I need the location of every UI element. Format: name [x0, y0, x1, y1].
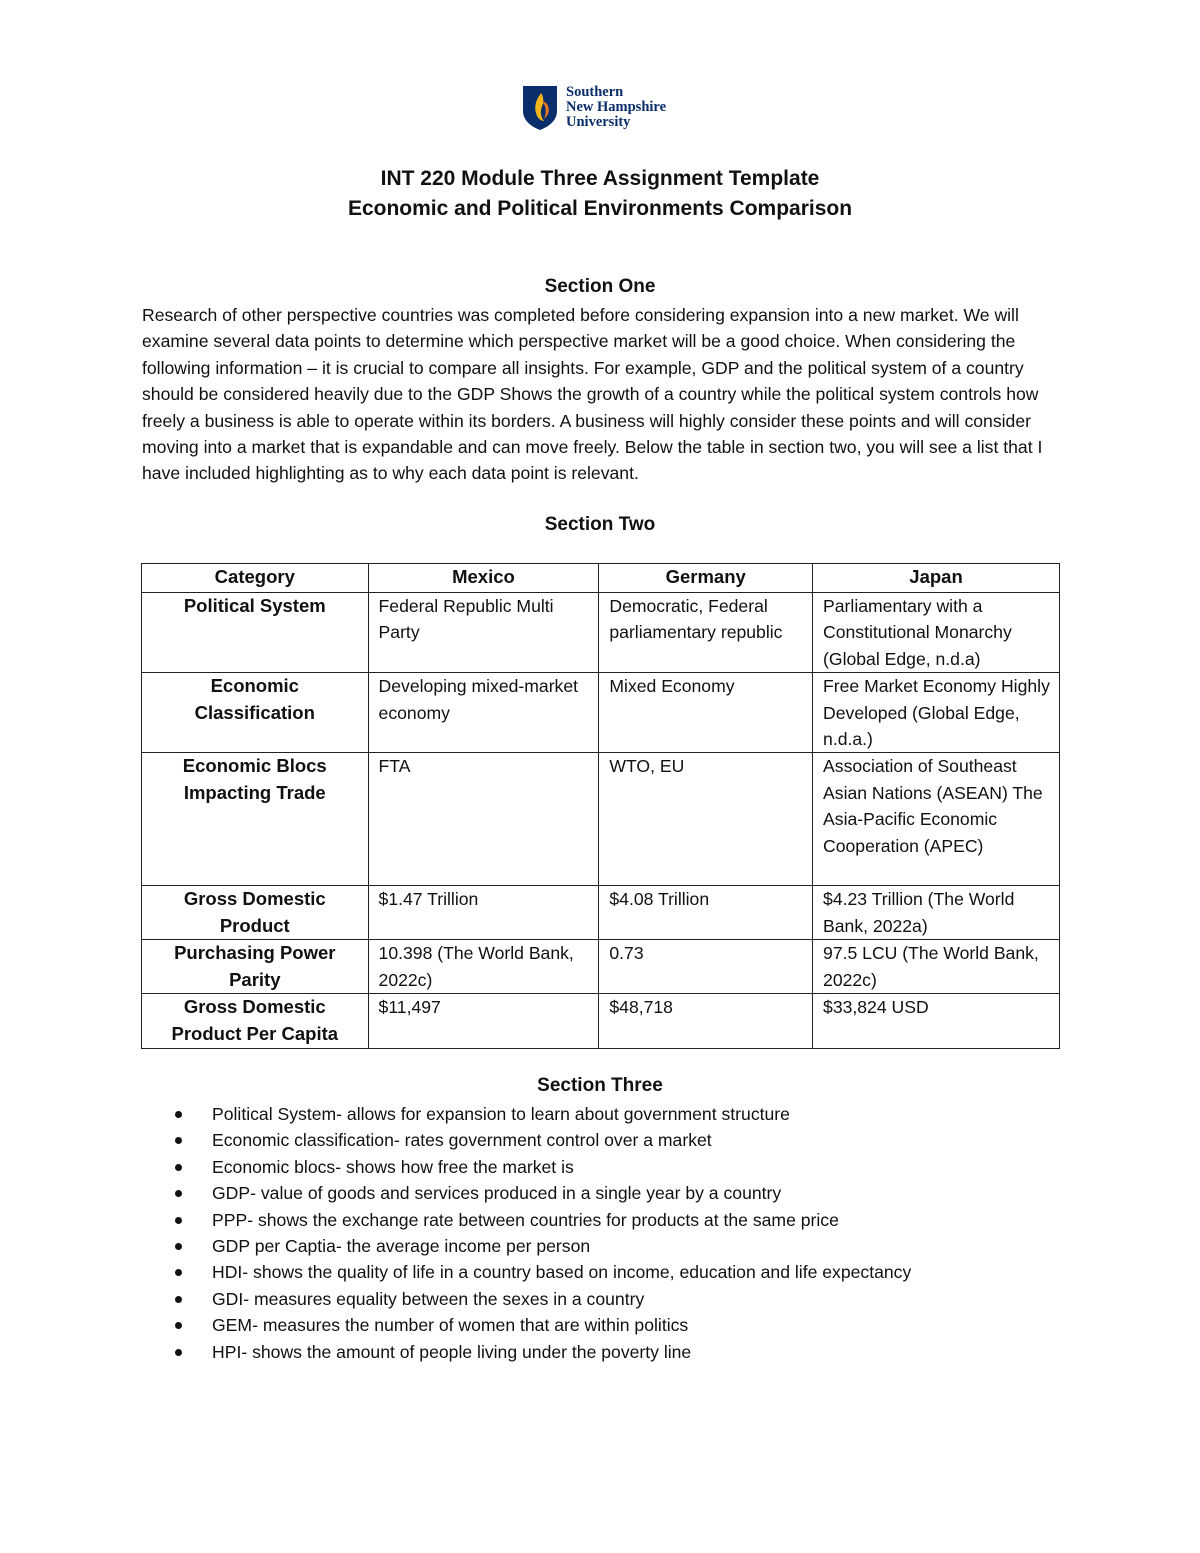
cell-germany: 0.73: [599, 940, 813, 994]
list-item-text: Economic classification- rates government control over a market: [212, 1130, 712, 1151]
bullet-icon: [175, 1137, 182, 1144]
list-item: [172, 1127, 1072, 1153]
cell-germany: Democratic, Federal parliamentary republic: [599, 593, 813, 673]
bullet-icon: [175, 1164, 182, 1171]
list-item-text: PPP- shows the exchange rate between countries for products at the same price: [212, 1209, 839, 1230]
column-header: Category: [142, 564, 369, 593]
cell-germany: $4.08 Trillion: [599, 886, 813, 940]
list-item: [172, 1207, 1072, 1233]
cell-japan: 97.5 LCU (The World Bank, 2022c): [813, 940, 1060, 994]
row-category: Economic Blocs Impacting Trade: [142, 753, 369, 886]
section-two-heading: Section Two: [544, 514, 656, 535]
list-item-text: GEM- measures the number of women that are within politics: [212, 1315, 689, 1336]
document-title: INT 220 Module Three Assignment Template: [380, 167, 820, 190]
table-header-row: [142, 564, 1060, 593]
list-item-text: GDP per Captia- the average income per person: [212, 1236, 591, 1257]
cell-mexico: Developing mixed-market economy: [368, 673, 599, 753]
row-category: Gross Domestic Product Per Capita: [142, 994, 369, 1049]
bullet-icon: [175, 1217, 182, 1224]
cell-germany: WTO, EU: [599, 753, 813, 886]
cell-japan: Association of Southeast Asian Nations (ASEAN) The Asia-Pacific Economic Cooperation (APEC): [813, 753, 1060, 886]
list-item: [172, 1259, 1072, 1285]
column-header: Mexico: [368, 564, 599, 593]
bullet-icon: [175, 1322, 182, 1329]
cell-japan: Free Market Economy Highly Developed (Global Edge, n.d.a.): [813, 673, 1060, 753]
university-logo: [522, 85, 666, 131]
list-item-text: HPI- shows the amount of people living under the poverty line: [212, 1341, 692, 1362]
list-item: [172, 1180, 1072, 1206]
list-item: [172, 1154, 1072, 1180]
relevance-list: [172, 1101, 1072, 1365]
list-item-text: HDI- shows the quality of life in a country based on income, education and life expectancy: [212, 1262, 912, 1283]
cell-mexico: 10.398 (The World Bank, 2022c): [368, 940, 599, 994]
cell-japan: $33,824 USD: [813, 994, 1060, 1049]
cell-germany: $48,718: [599, 994, 813, 1049]
table-row: [142, 994, 1060, 1049]
column-header: Japan: [813, 564, 1060, 593]
row-category: Political System: [142, 593, 369, 673]
cell-mexico: Federal Republic Multi Party: [368, 593, 599, 673]
logo-wordmark: [566, 85, 666, 130]
table-row: [142, 886, 1060, 940]
table-row: [142, 593, 1060, 673]
section-one-heading: Section One: [544, 276, 656, 297]
list-item: [172, 1312, 1072, 1338]
row-category: Purchasing Power Parity: [142, 940, 369, 994]
comparison-table: [141, 563, 1060, 1049]
list-item: [172, 1233, 1072, 1259]
bullet-icon: [175, 1269, 182, 1276]
list-item-text: GDI- measures equality between the sexes in a country: [212, 1288, 645, 1309]
bullet-icon: [175, 1296, 182, 1303]
list-item: [172, 1286, 1072, 1312]
cell-japan: $4.23 Trillion (The World Bank, 2022a): [813, 886, 1060, 940]
cell-mexico: FTA: [368, 753, 599, 886]
section-one-body: Research of other perspective countries was completed before considering expansion into a new market. We will examine several data points to determine which perspective market will be a good choice. When considering the following information – it is crucial to compare all insights. For example, GDP and the political system of a country should be considered heavily due to the GDP Shows the growth of a country while the political system controls how freely a business is able to operate within its borders. A business will highly consider these points and will consider moving into a market that is expandable and can move freely. Below the table in section two, you will see a list that I have included highlighting as to why each data point is relevant.: [142, 305, 1043, 484]
shield-flame-icon: [522, 85, 558, 131]
list-item: [172, 1339, 1072, 1365]
column-header: Germany: [599, 564, 813, 593]
list-item-text: GDP- value of goods and services produced in a single year by a country: [212, 1183, 782, 1204]
list-item: [172, 1101, 1072, 1127]
bullet-icon: [175, 1111, 182, 1118]
cell-mexico: $11,497: [368, 994, 599, 1049]
cell-japan: Parliamentary with a Constitutional Monarchy (Global Edge, n.d.a): [813, 593, 1060, 673]
table-row: [142, 673, 1060, 753]
bullet-icon: [175, 1349, 182, 1356]
table-row: [142, 753, 1060, 886]
table-row: [142, 940, 1060, 994]
row-category: Economic Classification: [142, 673, 369, 753]
row-category: Gross Domestic Product: [142, 886, 369, 940]
list-item-text: Economic blocs- shows how free the market is: [212, 1156, 574, 1177]
logo-line-3: University: [566, 114, 631, 130]
list-item-text: Political System- allows for expansion to learn about government structure: [212, 1104, 790, 1124]
section-three-heading: Section Three: [537, 1075, 663, 1096]
cell-mexico: $1.47 Trillion: [368, 886, 599, 940]
document-subtitle: Economic and Political Environments Comparison: [347, 197, 853, 220]
logo-line-1: Southern: [566, 84, 624, 100]
logo-line-2: New Hampshire: [566, 99, 667, 115]
bullet-icon: [175, 1190, 182, 1197]
cell-germany: Mixed Economy: [599, 673, 813, 753]
bullet-icon: [175, 1243, 182, 1250]
